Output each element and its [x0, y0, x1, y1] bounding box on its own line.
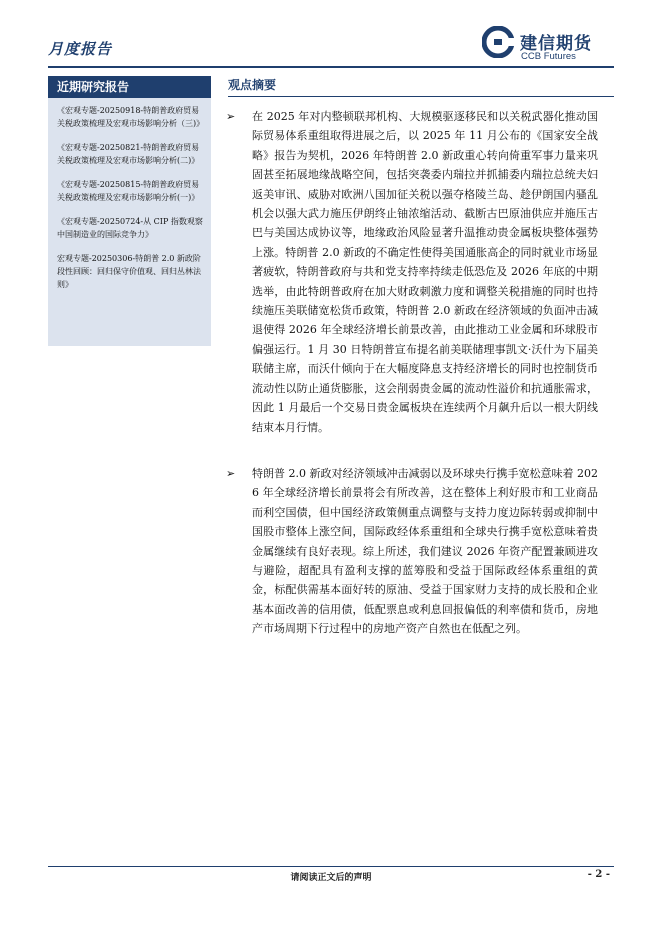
summary-paragraph: 在 2025 年对内整顿联邦机构、大规模驱逐移民和以关税武器化推动国际贸易体系重组取得进展之后，以 2025 年 11 月公布的《国家安全战略》报告为契机，2026 年特朗普 2.0 新政重心转向倚重军事力量来巩固甚至拓展地缘战略空间，包括突袭委内瑞拉并抓捕委内瑞拉总统夫妇返美审讯、威胁对欧洲八国加征关税以强夺格陵兰岛、趁伊朗国内骚乱机会以强大武力施压伊朗终止铀浓缩活动、截断古巴原油供应并施压古巴与美国达成协议等，地缘政治风险显著升温推动贵金属板块整体强势上涨。特朗普 2.0 新政的不确定性使得美国通胀高企的同时就业市场显著疲软，特朗普政府与共和党支持率持续走低恐危及 2026 年底的中期选举，由此特朗普政府在加大财政刺激力度和调整关税措施的同时也持续施压美联储宽松货币政策，特朗普 2.0 新政在经济领域的负面冲击减退使得 2026 年全球经济增长前景改善，由此推动工业金属和环球股市偏强运行。1 月 30 日特朗普宣布提名前美联储理事凯文·沃什为下届美联储主席，而沃什倾向于在大幅度降息支持经济增长的同时也控制货币流动性以防止通货膨胀，这会削弱贵金属的流动性溢价和抗通胀需求，因此 1 月最后一个交易日贵金属板块在连续两个月飙升后以一根大阴线结束本月行情。	[252, 110, 598, 434]
header-divider	[48, 66, 614, 68]
bullet-arrow-icon: ➢	[226, 467, 236, 480]
ccb-futures-logo	[482, 26, 622, 66]
footer-disclaimer: 请阅读正文后的声明	[290, 873, 372, 883]
footer-divider	[48, 866, 614, 867]
recent-reports-sidebar	[48, 76, 211, 346]
logo-chinese-name: 建信期货	[520, 34, 592, 54]
report-link-item[interactable]: 《宏观专题-20250918-特朗普政府贸易关税政策梳理及宏观市场影响分析（三)》	[57, 106, 205, 128]
report-link-item[interactable]: 《宏观专题-20250815-特朗普政府贸易关税政策梳理及宏观市场影响分析(一)》	[57, 180, 200, 202]
page-number: - 2 -	[587, 869, 610, 880]
summary-title-divider	[228, 96, 614, 97]
sidebar-title: 近期研究报告	[48, 76, 211, 98]
summary-section-title: 观点摘要	[228, 78, 277, 92]
logo-english-name: CCB Futures	[521, 51, 576, 62]
ccb-logo-icon	[482, 26, 514, 58]
report-link-item[interactable]: 宏观专题-20250306-特朗普 2.0 新政阶段性回顾：回归保守价值观、回归丛林法则》	[57, 254, 201, 289]
report-link-item[interactable]: 《宏观专题-20250821-特朗普政府贸易关税政策梳理及宏观市场影响分析(二)》	[57, 143, 200, 165]
report-link-item[interactable]: 《宏观专题-20250724-从 CIP 指数观察中国制造业的国际竞争力》	[57, 217, 203, 239]
summary-paragraph: 特朗普 2.0 新政对经济领域冲击减弱以及环球央行携手宽松意味着 2026 年全球经济增长前景将会有所改善，这在整体上利好股市和工业商品而利空国债，但中国经济政策侧重点调整与支持力度边际转弱或抑制中国股市整体上涨空间，国际政经体系重组和全球央行携手宽松意味着贵金属继续有良好表现。综上所述，我们建议 2026 年资产配置兼顾进攻与避险，超配具有盈利支撑的蓝筹股和受益于国际政经体系重组的黄金，标配供需基本面好转的原油、受益于国家财力支持的成长股和企业基本面改善的信用债，低配票息或利息回报偏低的利率债和货币，房地产市场周期下行过程中的房地产资产自然也在低配之列。	[252, 467, 598, 636]
report-header-title: 月度报告	[48, 40, 113, 58]
bullet-arrow-icon: ➢	[226, 110, 236, 123]
